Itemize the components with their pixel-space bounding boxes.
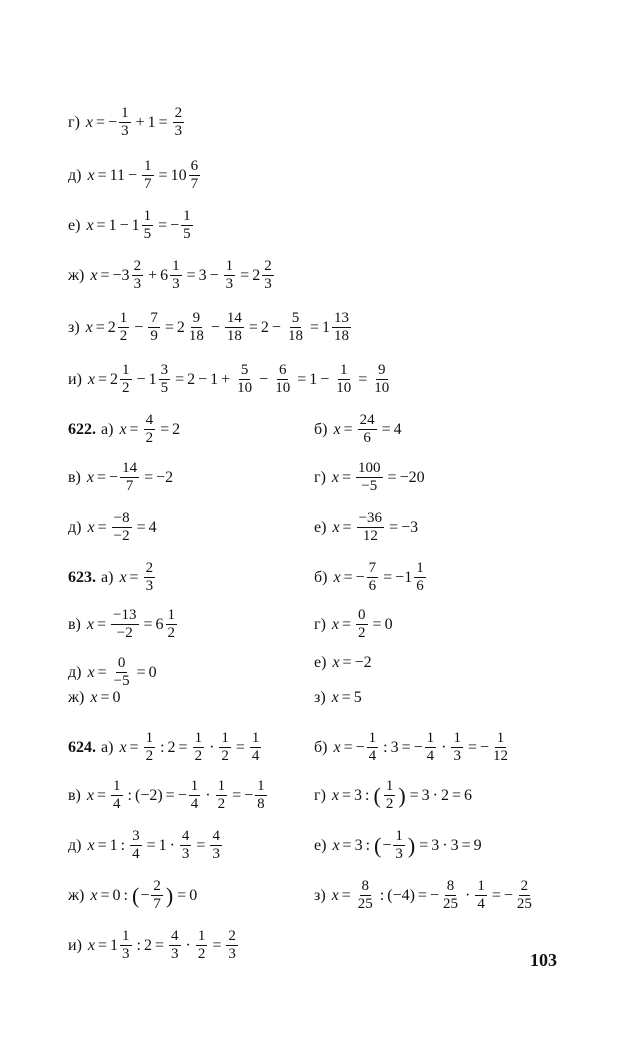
solution-line: в) x = $\frac{1}{4}$ : (−2) = − $\frac{1}{4}$ · $\frac{1}{2}$ = − $\frac{1}{8}$ — [68, 778, 265, 812]
solution-line: е) x = −2 — [314, 654, 372, 671]
solution-line: г) x = − $\frac{1}{3}$ + 1 = $\frac{2}{3}$ — [68, 105, 183, 139]
solution-line: д) x = 11 − $\frac{1}{7}$ = 10 6 7 — [68, 158, 199, 192]
solution-line: ж) x = 0 — [68, 689, 121, 706]
solution-line: ж) x = −3 2 3 + 6 $\frac{1}{3}$ = 3 − $\frac{1}{3}$ = 2 2 3 — [68, 258, 272, 292]
solution-line: з) x = $\frac{8}{25}$ : (−4) = − $\frac{8}{25}$ · $\frac{1}{4}$ = − $\frac{2}{25}$ — [314, 878, 532, 912]
solution-line: б) x = $\frac{24}{6}$ = 4 — [314, 412, 402, 446]
solution-line: е) x = $\frac{-36}{12}$ = −3 — [314, 510, 419, 544]
solution-line: 624. а) x = $\frac{1}{2}$ : 2 = $\frac{1}{2}$ · $\frac{1}{2}$ = $\frac{1}{4}$ — [68, 730, 260, 764]
solution-line: д) x = $\frac{-8}{-2}$ = 4 — [68, 510, 157, 544]
solution-line: ж) x = 0 : ( − $\frac{2}{7}$ ) = 0 — [68, 878, 198, 912]
solution-line: е) x = 3 : ( − $\frac{1}{3}$ ) = 3 · 3 = 9 — [314, 828, 482, 862]
solution-line: в) x = − $\frac{14}{7}$ = −2 — [68, 460, 174, 494]
solution-line: в) x = $\frac{-13}{-2}$ = 6 1 2 — [68, 607, 176, 641]
solution-line: 623. а) x = $\frac{2}{3}$ — [68, 560, 154, 594]
solution-line: д) x = $\frac{0}{-5}$ = 0 — [68, 655, 157, 689]
solution-line: б) x = − $\frac{1}{4}$ : 3 = − $\frac{1}{4}$ · $\frac{1}{3}$ = − $\frac{1}{12}$ — [314, 730, 509, 764]
solution-line: и) x = 2 1 2 − 1 $\frac{3}{5}$ = 2 − 1 + $\frac{5}{10}$ − $\frac{6}{10}$ = 1 − $\frac{1}{10}$ = $\frac{9}{10}$ — [68, 362, 390, 396]
solution-line: 622. а) x = $\frac{4}{2}$ = 2 — [68, 412, 181, 446]
page-number: 103 — [530, 950, 557, 970]
solution-line: з) x = 2 1 2 − $\frac{7}{9}$ = 2 9 18 − $\frac{14}{18}$ = 2 − $\frac{5}{18}$ = 1 13 18 — [68, 310, 349, 344]
solution-line: и) x = 1 1 3 : 2 = $\frac{4}{3}$ · $\frac{1}{2}$ = $\frac{2}{3}$ — [68, 928, 236, 962]
solution-line: б) x = − $\frac{7}{6}$ = −1 1 6 — [314, 560, 424, 594]
solution-line: г) x = $\frac{0}{2}$ = 0 — [314, 607, 393, 641]
solution-line: е) x = 1 − 1 $\frac{1}{5}$ = − $\frac{1}{5}$ — [68, 208, 191, 242]
solution-line: з) x = 5 — [314, 689, 362, 706]
solution-line: д) x = 1 : $\frac{3}{4}$ = 1 · $\frac{4}{3}$ = $\frac{4}{3}$ — [68, 828, 220, 862]
solution-line: г) x = 3 : ( 1 2 ) = 3 · 2 = 6 — [314, 778, 473, 812]
solution-line: г) x = $\frac{100}{-5}$ = −20 — [314, 460, 425, 494]
